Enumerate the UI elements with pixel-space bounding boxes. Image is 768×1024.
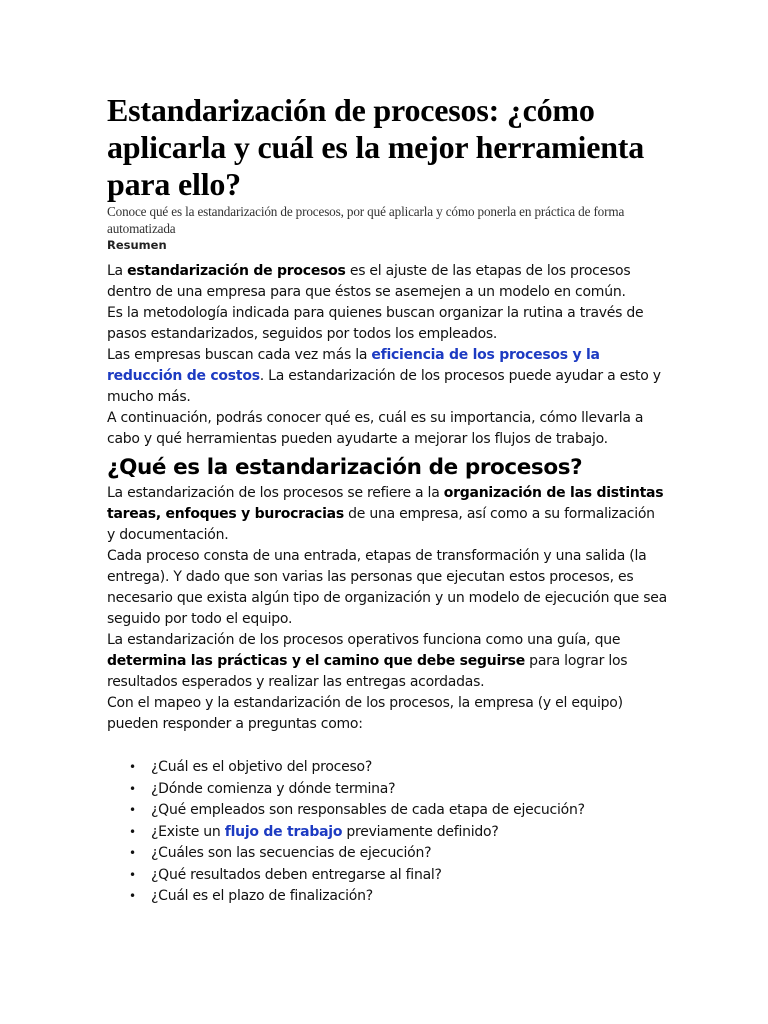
- intro-p3-text-b: . La estandarización de los procesos puede ayudar a esto y mucho más.: [107, 368, 661, 405]
- list-item: [107, 757, 667, 779]
- intro-paragraph-1: [107, 261, 667, 303]
- list-item: [107, 865, 667, 887]
- section-paragraph-3: [107, 630, 667, 693]
- section-paragraph-4: Con el mapeo y la estandarización de los procesos, la empresa (y el equipo) pueden responder a preguntas como:: [107, 695, 623, 732]
- question-text: ¿Qué empleados son responsables de cada etapa de ejecución?: [151, 802, 585, 818]
- section-p3-text-a: La estandarización de los procesos operativos funciona como una guía, que: [107, 632, 621, 648]
- summary-label: Resumen: [107, 238, 167, 252]
- bullet-icon: •: [129, 867, 136, 882]
- intro-paragraph-3: [107, 345, 667, 408]
- intro-paragraph-4: A continuación, podrás conocer qué es, cuál es su importancia, cómo llevarla a cabo y qué herramientas pueden ayudarte a mejorar los flujos de trabajo.: [107, 410, 644, 447]
- question-text: ¿Cuál es el plazo de finalización?: [151, 888, 373, 904]
- question-text: ¿Qué resultados deben entregarse al final?: [151, 866, 442, 883]
- workflow-link[interactable]: flujo de trabajo: [224, 823, 343, 840]
- section-p1-bold: organización de las distintas tareas, enfoques y burocracias: [107, 485, 664, 522]
- question-text: ¿Dónde comienza y dónde termina?: [151, 780, 396, 797]
- question-text-a: ¿Existe un: [151, 823, 225, 840]
- document-page: [107, 92, 667, 908]
- intro-p1-text-b: es el ajuste de las etapas de los procesos dentro de una empresa para que éstos se asemejen a un modelo en común.: [107, 263, 631, 300]
- section-heading: ¿Qué es la estandarización de procesos?: [107, 455, 583, 480]
- list-item: [107, 800, 667, 822]
- intro-p1-text-a: La: [107, 263, 128, 279]
- list-item: [107, 779, 667, 801]
- question-text: ¿Cuáles son las secuencias de ejecución?: [151, 845, 432, 861]
- bullet-icon: •: [129, 846, 136, 860]
- list-item: [107, 886, 667, 908]
- section-p3-text-b: para lograr los resultados esperados y realizar las entregas acordadas.: [107, 653, 628, 690]
- question-text: ¿Cuál es el objetivo del proceso?: [151, 759, 373, 775]
- section-p1-text-b: de una empresa, así como a su formalización y documentación.: [107, 506, 655, 543]
- section-p1-text-a: La estandarización de los procesos se refiere a la: [107, 485, 444, 501]
- intro-p3-text-a: Las empresas buscan cada vez más la: [107, 347, 372, 363]
- intro-paragraph-2: Es la metodología indicada para quienes buscan organizar la rutina a través de pasos estandarizados, seguidos por todos los empleados.: [107, 305, 644, 342]
- bullet-icon: •: [129, 824, 136, 839]
- bullet-icon: •: [129, 803, 136, 817]
- questions-list: [107, 757, 667, 908]
- bullet-icon: •: [129, 760, 136, 774]
- list-item: [107, 843, 667, 865]
- bullet-icon: •: [129, 889, 136, 903]
- intro-p1-bold: estandarización de procesos: [127, 263, 346, 279]
- page-subtitle: Conoce qué es la estandarización de procesos, por qué aplicarla y cómo ponerla en práctica de forma automatizada: [107, 204, 625, 236]
- question-text-b: previamente definido?: [342, 823, 499, 840]
- section-paragraph-1: [107, 483, 667, 546]
- bullet-icon: •: [129, 781, 136, 796]
- list-item: [107, 822, 667, 844]
- section-paragraph-2: Cada proceso consta de una entrada, etapas de transformación y una salida (la entrega). Y dado que son varias las personas que ejecutan estos procesos, es necesario que exista algún tipo de organización y un modelo de ejecución que sea seguido por todo el equipo.: [107, 548, 667, 627]
- section-p3-bold: determina las prácticas y el camino que debe seguirse: [107, 653, 525, 669]
- page-title: Estandarización de procesos: ¿cómo aplicarla y cuál es la mejor herramienta para ello?: [107, 92, 645, 202]
- efficiency-link[interactable]: eficiencia de los procesos y la reducción de costos: [107, 347, 600, 384]
